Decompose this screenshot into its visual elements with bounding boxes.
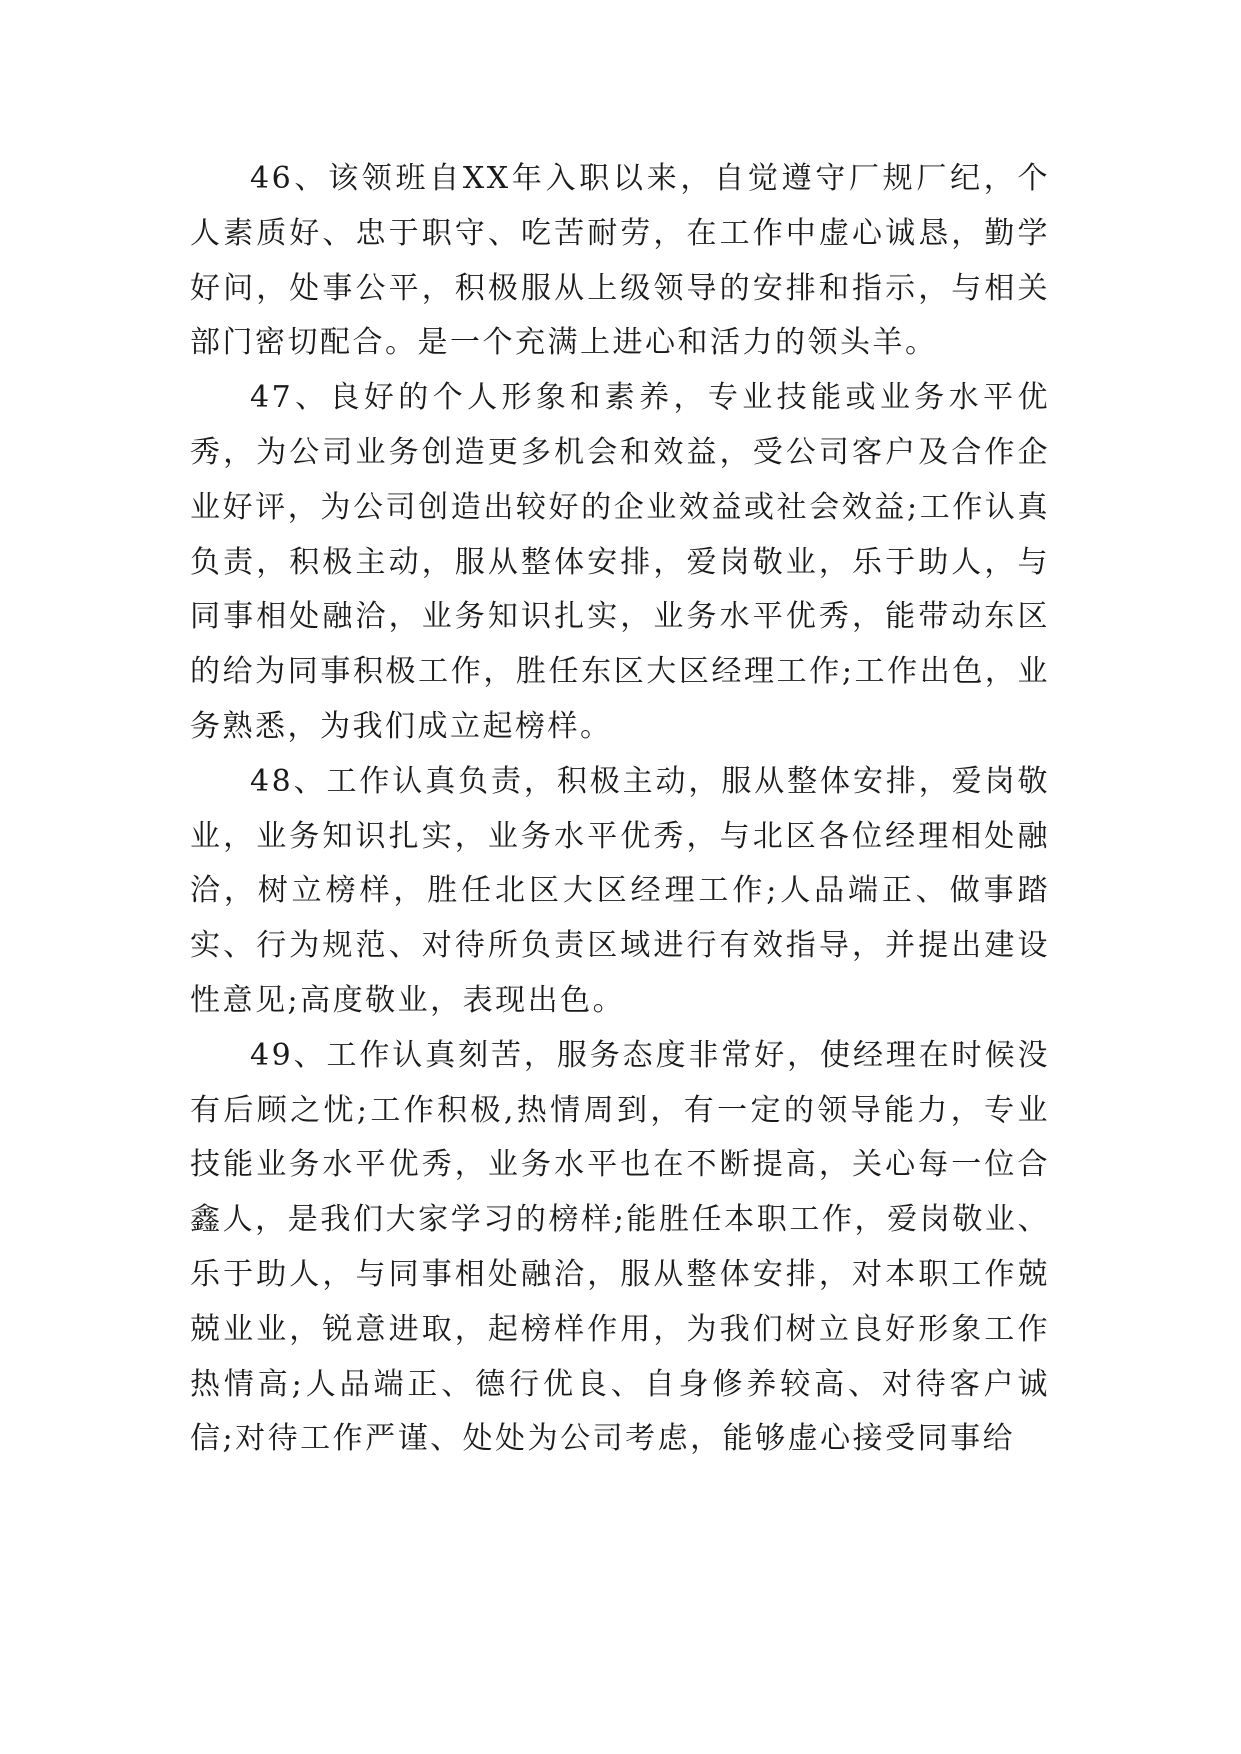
document-body bbox=[190, 152, 1050, 1467]
paragraph-46: 46、该领班自XX年入职以来，自觉遵守厂规厂纪，个人素质好、忠于职守、吃苦耐劳，在工作中虚心诚恳，勤学好问，处事公平，积极服从上级领导的安排和指示，与相关部门密切配合。是一个充满上进心和活力的领头羊。 bbox=[190, 161, 1050, 361]
paragraph-48: 48、工作认真负责，积极主动，服从整体安排，爱岗敬业，业务知识扎实，业务水平优秀，与北区各位经理相处融洽，树立榜样，胜任北区大区经理工作;人品端正、做事踏实、行为规范、对待所负责区域进行有效指导，并提出建设性意见;高度敬业，表现出色。 bbox=[190, 763, 1050, 1018]
paragraph-47: 47、良好的个人形象和素养，专业技能或业务水平优秀，为公司业务创造更多机会和效益，受公司客户及合作企业好评，为公司创造出较好的企业效益或社会效益;工作认真负责，积极主动，服从整体安排，爱岗敬业，乐于助人，与同事相处融洽，业务知识扎实，业务水平优秀，能带动东区的给为同事积极工作，胜任东区大区经理工作;工作出色，业务熟悉，为我们成立起榜样。 bbox=[190, 380, 1050, 744]
paragraph-49: 49、工作认真刻苦，服务态度非常好，使经理在时候没有后顾之忧;工作积极,热情周到，有一定的领导能力，专业技能业务水平优秀，业务水平也在不断提高，关心每一位合鑫人，是我们大家学习的榜样;能胜任本职工作，爱岗敬业、乐于助人，与同事相处融洽，服从整体安排，对本职工作兢兢业业，锐意进取，起榜样作用，为我们树立良好形象工作热情高;人品端正、德行优良、自身修养较高、对待客户诚信;对待工作严谨、处处为公司考虑，能够虚心接受同事给 bbox=[190, 1037, 1050, 1457]
